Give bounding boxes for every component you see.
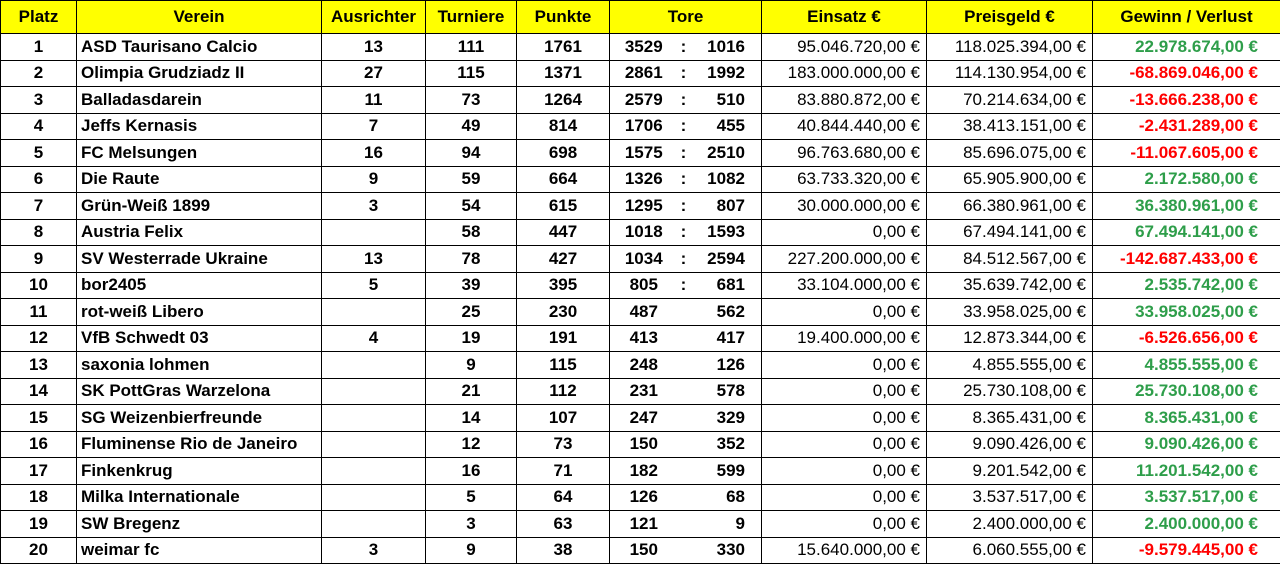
tore-against-cell: 562 bbox=[690, 299, 762, 326]
platz-cell: 11 bbox=[1, 299, 77, 326]
punkte-cell: 107 bbox=[517, 405, 610, 432]
preisgeld-cell: 9.090.426,00 € bbox=[927, 431, 1093, 458]
platz-cell: 8 bbox=[1, 219, 77, 246]
gewinn-verlust-cell: 2.535.742,00 € bbox=[1093, 272, 1280, 299]
ausrichter-cell bbox=[322, 431, 426, 458]
ausrichter-cell: 13 bbox=[322, 246, 426, 273]
verein-cell: Fluminense Rio de Janeiro bbox=[77, 431, 322, 458]
tore-for-cell: 1706 bbox=[610, 113, 678, 140]
turniere-cell: 12 bbox=[426, 431, 517, 458]
tore-separator: : bbox=[678, 272, 690, 299]
table-row bbox=[1, 219, 1280, 246]
verein-cell: bor2405 bbox=[77, 272, 322, 299]
header-tore: Tore bbox=[610, 1, 762, 34]
tore-against-cell: 417 bbox=[690, 325, 762, 352]
ausrichter-cell: 16 bbox=[322, 140, 426, 167]
tore-against-cell: 1016 bbox=[690, 34, 762, 61]
einsatz-cell: 0,00 € bbox=[762, 458, 927, 485]
header-ausrichter: Ausrichter bbox=[322, 1, 426, 34]
gewinn-verlust-cell: 2.172.580,00 € bbox=[1093, 166, 1280, 193]
ausrichter-cell: 3 bbox=[322, 193, 426, 220]
preisgeld-cell: 65.905.900,00 € bbox=[927, 166, 1093, 193]
tore-separator bbox=[678, 325, 690, 352]
tore-for-cell: 1034 bbox=[610, 246, 678, 273]
tore-for-cell: 1295 bbox=[610, 193, 678, 220]
verein-cell: SK PottGras Warzelona bbox=[77, 378, 322, 405]
punkte-cell: 447 bbox=[517, 219, 610, 246]
turniere-cell: 49 bbox=[426, 113, 517, 140]
turniere-cell: 59 bbox=[426, 166, 517, 193]
tore-against-cell: 329 bbox=[690, 405, 762, 432]
tore-against-cell: 1593 bbox=[690, 219, 762, 246]
verein-cell: SG Weizenbierfreunde bbox=[77, 405, 322, 432]
einsatz-cell: 0,00 € bbox=[762, 219, 927, 246]
gewinn-verlust-cell: -2.431.289,00 € bbox=[1093, 113, 1280, 140]
platz-cell: 2 bbox=[1, 60, 77, 87]
tore-separator bbox=[678, 511, 690, 538]
gewinn-verlust-cell: 8.365.431,00 € bbox=[1093, 405, 1280, 432]
turniere-cell: 5 bbox=[426, 484, 517, 511]
verein-cell: rot-weiß Libero bbox=[77, 299, 322, 326]
tore-separator: : bbox=[678, 113, 690, 140]
preisgeld-cell: 70.214.634,00 € bbox=[927, 87, 1093, 114]
einsatz-cell: 19.400.000,00 € bbox=[762, 325, 927, 352]
turniere-cell: 25 bbox=[426, 299, 517, 326]
table-row bbox=[1, 431, 1280, 458]
header-punkte: Punkte bbox=[517, 1, 610, 34]
turniere-cell: 19 bbox=[426, 325, 517, 352]
einsatz-cell: 227.200.000,00 € bbox=[762, 246, 927, 273]
verein-cell: Olimpia Grudziadz II bbox=[77, 60, 322, 87]
platz-cell: 6 bbox=[1, 166, 77, 193]
tore-separator bbox=[678, 431, 690, 458]
table-row bbox=[1, 299, 1280, 326]
platz-cell: 18 bbox=[1, 484, 77, 511]
punkte-cell: 1264 bbox=[517, 87, 610, 114]
gewinn-verlust-cell: 3.537.517,00 € bbox=[1093, 484, 1280, 511]
punkte-cell: 63 bbox=[517, 511, 610, 538]
table-row bbox=[1, 113, 1280, 140]
einsatz-cell: 0,00 € bbox=[762, 484, 927, 511]
table-row bbox=[1, 484, 1280, 511]
ausrichter-cell: 7 bbox=[322, 113, 426, 140]
einsatz-cell: 40.844.440,00 € bbox=[762, 113, 927, 140]
ausrichter-cell bbox=[322, 352, 426, 379]
tore-for-cell: 247 bbox=[610, 405, 678, 432]
platz-cell: 16 bbox=[1, 431, 77, 458]
tore-separator: : bbox=[678, 34, 690, 61]
preisgeld-cell: 118.025.394,00 € bbox=[927, 34, 1093, 61]
tore-for-cell: 231 bbox=[610, 378, 678, 405]
tore-separator bbox=[678, 299, 690, 326]
table-row bbox=[1, 325, 1280, 352]
punkte-cell: 664 bbox=[517, 166, 610, 193]
einsatz-cell: 0,00 € bbox=[762, 299, 927, 326]
preisgeld-cell: 25.730.108,00 € bbox=[927, 378, 1093, 405]
einsatz-cell: 183.000.000,00 € bbox=[762, 60, 927, 87]
turniere-cell: 94 bbox=[426, 140, 517, 167]
punkte-cell: 191 bbox=[517, 325, 610, 352]
tore-against-cell: 1992 bbox=[690, 60, 762, 87]
gewinn-verlust-cell: -9.579.445,00 € bbox=[1093, 537, 1280, 564]
gewinn-verlust-cell: -11.067.605,00 € bbox=[1093, 140, 1280, 167]
preisgeld-cell: 3.537.517,00 € bbox=[927, 484, 1093, 511]
punkte-cell: 64 bbox=[517, 484, 610, 511]
tore-against-cell: 68 bbox=[690, 484, 762, 511]
platz-cell: 12 bbox=[1, 325, 77, 352]
tore-for-cell: 126 bbox=[610, 484, 678, 511]
table-body bbox=[1, 34, 1280, 564]
tore-separator bbox=[678, 484, 690, 511]
tore-separator: : bbox=[678, 140, 690, 167]
tore-for-cell: 121 bbox=[610, 511, 678, 538]
tore-separator bbox=[678, 378, 690, 405]
preisgeld-cell: 9.201.542,00 € bbox=[927, 458, 1093, 485]
tore-against-cell: 807 bbox=[690, 193, 762, 220]
ausrichter-cell bbox=[322, 458, 426, 485]
turniere-cell: 111 bbox=[426, 34, 517, 61]
tore-against-cell: 9 bbox=[690, 511, 762, 538]
platz-cell: 10 bbox=[1, 272, 77, 299]
punkte-cell: 1371 bbox=[517, 60, 610, 87]
gewinn-verlust-cell: 22.978.674,00 € bbox=[1093, 34, 1280, 61]
gewinn-verlust-cell: 67.494.141,00 € bbox=[1093, 219, 1280, 246]
tore-against-cell: 1082 bbox=[690, 166, 762, 193]
punkte-cell: 73 bbox=[517, 431, 610, 458]
turniere-cell: 14 bbox=[426, 405, 517, 432]
tore-for-cell: 2579 bbox=[610, 87, 678, 114]
tore-against-cell: 455 bbox=[690, 113, 762, 140]
ausrichter-cell bbox=[322, 378, 426, 405]
einsatz-cell: 0,00 € bbox=[762, 405, 927, 432]
tore-for-cell: 150 bbox=[610, 537, 678, 564]
ausrichter-cell: 27 bbox=[322, 60, 426, 87]
einsatz-cell: 0,00 € bbox=[762, 511, 927, 538]
ausrichter-cell bbox=[322, 484, 426, 511]
tore-separator: : bbox=[678, 193, 690, 220]
verein-cell: SV Westerrade Ukraine bbox=[77, 246, 322, 273]
punkte-cell: 698 bbox=[517, 140, 610, 167]
tore-separator: : bbox=[678, 166, 690, 193]
platz-cell: 5 bbox=[1, 140, 77, 167]
tore-separator: : bbox=[678, 87, 690, 114]
platz-cell: 4 bbox=[1, 113, 77, 140]
table-row bbox=[1, 405, 1280, 432]
verein-cell: Jeffs Kernasis bbox=[77, 113, 322, 140]
ausrichter-cell: 11 bbox=[322, 87, 426, 114]
tore-separator: : bbox=[678, 219, 690, 246]
ausrichter-cell: 13 bbox=[322, 34, 426, 61]
verein-cell: Austria Felix bbox=[77, 219, 322, 246]
table-header bbox=[1, 1, 1280, 34]
verein-cell: saxonia lohmen bbox=[77, 352, 322, 379]
verein-cell: Milka Internationale bbox=[77, 484, 322, 511]
verein-cell: Finkenkrug bbox=[77, 458, 322, 485]
preisgeld-cell: 67.494.141,00 € bbox=[927, 219, 1093, 246]
tore-separator: : bbox=[678, 60, 690, 87]
gewinn-verlust-cell: 33.958.025,00 € bbox=[1093, 299, 1280, 326]
tore-for-cell: 413 bbox=[610, 325, 678, 352]
table-row bbox=[1, 272, 1280, 299]
tore-against-cell: 2594 bbox=[690, 246, 762, 273]
table-row bbox=[1, 60, 1280, 87]
gewinn-verlust-cell: 4.855.555,00 € bbox=[1093, 352, 1280, 379]
einsatz-cell: 15.640.000,00 € bbox=[762, 537, 927, 564]
preisgeld-cell: 12.873.344,00 € bbox=[927, 325, 1093, 352]
preisgeld-cell: 2.400.000,00 € bbox=[927, 511, 1093, 538]
tore-for-cell: 150 bbox=[610, 431, 678, 458]
tore-for-cell: 1575 bbox=[610, 140, 678, 167]
turniere-cell: 115 bbox=[426, 60, 517, 87]
punkte-cell: 71 bbox=[517, 458, 610, 485]
turniere-cell: 9 bbox=[426, 352, 517, 379]
header-einsatz: Einsatz € bbox=[762, 1, 927, 34]
table-row bbox=[1, 193, 1280, 220]
turniere-cell: 9 bbox=[426, 537, 517, 564]
gewinn-verlust-cell: 25.730.108,00 € bbox=[1093, 378, 1280, 405]
preisgeld-cell: 85.696.075,00 € bbox=[927, 140, 1093, 167]
einsatz-cell: 63.733.320,00 € bbox=[762, 166, 927, 193]
punkte-cell: 112 bbox=[517, 378, 610, 405]
tore-for-cell: 3529 bbox=[610, 34, 678, 61]
platz-cell: 7 bbox=[1, 193, 77, 220]
punkte-cell: 395 bbox=[517, 272, 610, 299]
tore-for-cell: 805 bbox=[610, 272, 678, 299]
turniere-cell: 39 bbox=[426, 272, 517, 299]
punkte-cell: 814 bbox=[517, 113, 610, 140]
preisgeld-cell: 33.958.025,00 € bbox=[927, 299, 1093, 326]
punkte-cell: 615 bbox=[517, 193, 610, 220]
platz-cell: 13 bbox=[1, 352, 77, 379]
gewinn-verlust-cell: -68.869.046,00 € bbox=[1093, 60, 1280, 87]
punkte-cell: 38 bbox=[517, 537, 610, 564]
ausrichter-cell: 5 bbox=[322, 272, 426, 299]
tore-separator bbox=[678, 352, 690, 379]
punkte-cell: 115 bbox=[517, 352, 610, 379]
preisgeld-cell: 35.639.742,00 € bbox=[927, 272, 1093, 299]
tore-for-cell: 1326 bbox=[610, 166, 678, 193]
preisgeld-cell: 84.512.567,00 € bbox=[927, 246, 1093, 273]
tore-separator bbox=[678, 458, 690, 485]
tore-separator: : bbox=[678, 246, 690, 273]
tore-for-cell: 1018 bbox=[610, 219, 678, 246]
verein-cell: ASD Taurisano Calcio bbox=[77, 34, 322, 61]
platz-cell: 1 bbox=[1, 34, 77, 61]
tore-against-cell: 681 bbox=[690, 272, 762, 299]
punkte-cell: 1761 bbox=[517, 34, 610, 61]
table-row bbox=[1, 166, 1280, 193]
table-row bbox=[1, 87, 1280, 114]
verein-cell: SW Bregenz bbox=[77, 511, 322, 538]
table-row bbox=[1, 34, 1280, 61]
table-row bbox=[1, 537, 1280, 564]
turniere-cell: 73 bbox=[426, 87, 517, 114]
tore-separator bbox=[678, 537, 690, 564]
table-row bbox=[1, 511, 1280, 538]
gewinn-verlust-cell: 11.201.542,00 € bbox=[1093, 458, 1280, 485]
preisgeld-cell: 4.855.555,00 € bbox=[927, 352, 1093, 379]
turniere-cell: 78 bbox=[426, 246, 517, 273]
punkte-cell: 427 bbox=[517, 246, 610, 273]
gewinn-verlust-cell: -142.687.433,00 € bbox=[1093, 246, 1280, 273]
platz-cell: 19 bbox=[1, 511, 77, 538]
preisgeld-cell: 66.380.961,00 € bbox=[927, 193, 1093, 220]
tore-for-cell: 182 bbox=[610, 458, 678, 485]
header-row bbox=[1, 1, 1280, 34]
verein-cell: Grün-Weiß 1899 bbox=[77, 193, 322, 220]
table-row bbox=[1, 352, 1280, 379]
verein-cell: Die Raute bbox=[77, 166, 322, 193]
tore-against-cell: 510 bbox=[690, 87, 762, 114]
gewinn-verlust-cell: 2.400.000,00 € bbox=[1093, 511, 1280, 538]
einsatz-cell: 96.763.680,00 € bbox=[762, 140, 927, 167]
header-preisgeld: Preisgeld € bbox=[927, 1, 1093, 34]
ausrichter-cell bbox=[322, 299, 426, 326]
tore-against-cell: 126 bbox=[690, 352, 762, 379]
ausrichter-cell: 3 bbox=[322, 537, 426, 564]
ausrichter-cell bbox=[322, 405, 426, 432]
tore-against-cell: 352 bbox=[690, 431, 762, 458]
verein-cell: weimar fc bbox=[77, 537, 322, 564]
einsatz-cell: 95.046.720,00 € bbox=[762, 34, 927, 61]
platz-cell: 9 bbox=[1, 246, 77, 273]
verein-cell: FC Melsungen bbox=[77, 140, 322, 167]
tore-for-cell: 487 bbox=[610, 299, 678, 326]
einsatz-cell: 33.104.000,00 € bbox=[762, 272, 927, 299]
tore-for-cell: 2861 bbox=[610, 60, 678, 87]
preisgeld-cell: 8.365.431,00 € bbox=[927, 405, 1093, 432]
turniere-cell: 16 bbox=[426, 458, 517, 485]
platz-cell: 15 bbox=[1, 405, 77, 432]
preisgeld-cell: 114.130.954,00 € bbox=[927, 60, 1093, 87]
einsatz-cell: 0,00 € bbox=[762, 431, 927, 458]
verein-cell: Balladasdarein bbox=[77, 87, 322, 114]
turniere-cell: 21 bbox=[426, 378, 517, 405]
tore-against-cell: 599 bbox=[690, 458, 762, 485]
turniere-cell: 3 bbox=[426, 511, 517, 538]
table-row bbox=[1, 378, 1280, 405]
preisgeld-cell: 6.060.555,00 € bbox=[927, 537, 1093, 564]
tore-for-cell: 248 bbox=[610, 352, 678, 379]
platz-cell: 17 bbox=[1, 458, 77, 485]
einsatz-cell: 0,00 € bbox=[762, 378, 927, 405]
turniere-cell: 58 bbox=[426, 219, 517, 246]
header-platz: Platz bbox=[1, 1, 77, 34]
gewinn-verlust-cell: -13.666.238,00 € bbox=[1093, 87, 1280, 114]
punkte-cell: 230 bbox=[517, 299, 610, 326]
preisgeld-cell: 38.413.151,00 € bbox=[927, 113, 1093, 140]
einsatz-cell: 0,00 € bbox=[762, 352, 927, 379]
table-row bbox=[1, 246, 1280, 273]
einsatz-cell: 30.000.000,00 € bbox=[762, 193, 927, 220]
einsatz-cell: 83.880.872,00 € bbox=[762, 87, 927, 114]
header-turniere: Turniere bbox=[426, 1, 517, 34]
tore-against-cell: 578 bbox=[690, 378, 762, 405]
verein-cell: VfB Schwedt 03 bbox=[77, 325, 322, 352]
platz-cell: 14 bbox=[1, 378, 77, 405]
tore-separator bbox=[678, 405, 690, 432]
table-row bbox=[1, 140, 1280, 167]
header-verein: Verein bbox=[77, 1, 322, 34]
gewinn-verlust-cell: -6.526.656,00 € bbox=[1093, 325, 1280, 352]
ausrichter-cell: 9 bbox=[322, 166, 426, 193]
tore-against-cell: 330 bbox=[690, 537, 762, 564]
turniere-cell: 54 bbox=[426, 193, 517, 220]
tore-against-cell: 2510 bbox=[690, 140, 762, 167]
ausrichter-cell bbox=[322, 511, 426, 538]
gewinn-verlust-cell: 9.090.426,00 € bbox=[1093, 431, 1280, 458]
platz-cell: 20 bbox=[1, 537, 77, 564]
header-gewinn-verlust: Gewinn / Verlust bbox=[1093, 1, 1280, 34]
table-row bbox=[1, 458, 1280, 485]
platz-cell: 3 bbox=[1, 87, 77, 114]
ausrichter-cell bbox=[322, 219, 426, 246]
ausrichter-cell: 4 bbox=[322, 325, 426, 352]
gewinn-verlust-cell: 36.380.961,00 € bbox=[1093, 193, 1280, 220]
